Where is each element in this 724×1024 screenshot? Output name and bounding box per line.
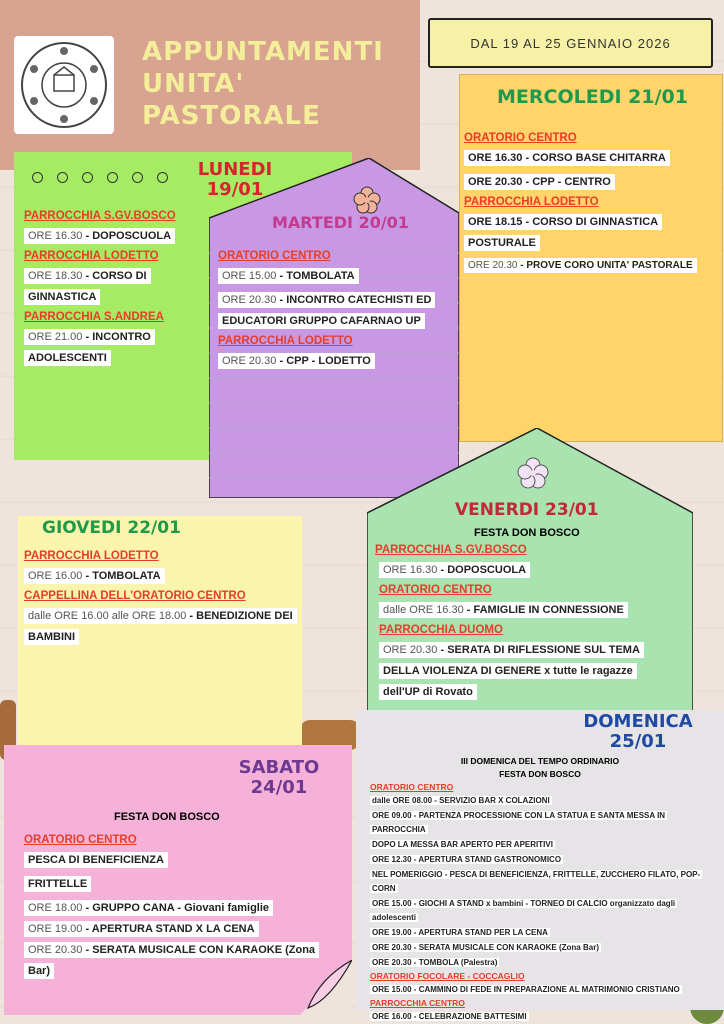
event-item: FRITTELLE [24,876,91,892]
event-text: - CPP - LODETTO [276,355,371,367]
event-text: - CORSO DI GINNASTICA POSTURALE [468,216,658,249]
section-label: PARROCCHIA DUOMO [379,624,503,636]
page-title [142,36,384,132]
event-text: - PROVE CORO UNITA' PASTORALE [517,260,693,271]
event-item: DOPO LA MESSA BAR APERTO PER APERITIVI [372,840,553,849]
title-line: PASTORALE [142,101,321,131]
saturday-body [24,830,344,981]
event-time: dalle ORE 16.00 alle ORE 18.00 [28,610,187,622]
event-text: - TOMBOLATA [82,570,161,582]
event-item [379,642,644,700]
event-text: - SERATA MUSICALE CON KARAOKE (Zona Bar) [28,944,316,977]
section-label: PARROCCHIA S.ANDREA [24,311,164,323]
event-item: ORE 20.30 - TOMBOLA (Palestra) [372,958,498,967]
tuesday-body [218,246,456,374]
section-label: PARROCCHIA LODETTO [24,550,159,562]
event-text: - TOMBOLATA [276,270,355,282]
event-item: PESCA DI BENEFICIENZA [24,852,168,868]
friday-subtitle: FESTA DON BOSCO [474,527,580,539]
event-text: - CPP - CENTRO [522,176,611,188]
day-name: DOMENICA [583,711,693,732]
event-item: ORE 19.00 - APERTURA STAND PER LA CENA [372,928,548,937]
event-item: ORE 12.30 - APERTURA STAND GASTRONOMICO [372,855,562,864]
event-time: ORE 20.30 [468,260,518,271]
event-item [24,568,165,584]
event-text: - SERATA DI RIFLESSIONE SUL TEMA DELLA VIOLENZA DI GENERE x tutte le ragazze dell'UP di Rovato [383,644,640,698]
section-label: PARROCCHIA S.GV.BOSCO [375,544,527,556]
event-text: - APERTURA STAND X LA CENA [82,923,255,935]
monday-body [24,206,214,371]
event-item [24,942,319,979]
day-date: 25/01 [609,731,667,752]
event-time: ORE 15.00 [222,270,277,282]
event-item: ORE 20.30 - SERATA MUSICALE CON KARAOKE (Zona Bar) [372,943,599,952]
event-item [379,562,530,578]
section-label: PARROCCHIA CENTRO [370,998,465,1008]
section-label: PARROCCHIA LODETTO [24,250,159,262]
event-item [464,174,615,190]
event-time: ORE 19.00 [28,923,83,935]
thursday-title: GIOVEDI 22/01 [42,518,181,538]
event-item [218,268,359,284]
sunday-body [370,780,720,1024]
section-label: PARROCCHIA LODETTO [218,335,353,347]
event-item: ORE 09.00 - PARTENZA PROCESSIONE CON LA STATUA E SANTA MESSA IN PARROCCHIA [372,811,666,834]
saturday-subtitle: FESTA DON BOSCO [114,811,220,823]
event-time: ORE 20.30 [222,355,277,367]
event-item: dalle ORE 08.00 - SERVIZIO BAR X COLAZIONI [372,796,550,805]
sunday-title [568,712,708,752]
event-time: ORE 18.15 [468,216,523,228]
saturday-title [234,758,324,798]
event-item: ORE 15.00 - CAMMINO DI FEDE IN PREPARAZIONE AL MATRIMONIO CRISTIANO [372,985,680,994]
wednesday-body [464,128,714,278]
event-text: - GRUPPO CANA - Giovani famiglie [82,902,270,914]
event-item [24,329,155,366]
event-time: ORE 16.30 [28,230,83,242]
event-item: ORE 15.00 - GIOCHI A STAND x bambini - TORNEO DI CALCIO organizzato dagli adolescenti [372,899,676,922]
event-item [24,608,297,645]
event-text: - CORSO BASE CHITARRA [522,152,666,164]
day-date: 19/01 [206,179,264,200]
event-item: NEL POMERIGGIO - PESCA DI BENEFICIENZA, FRITTELLE, ZUCCHERO FILATO, POP-CORN [372,870,701,893]
event-time: ORE 18.30 [28,270,83,282]
notebook-holes [32,170,182,188]
event-time: ORE 20.30 [28,944,83,956]
date-range: DAL 19 AL 25 GENNAIO 2026 [428,18,713,68]
section-label: ORATORIO CENTRO [218,250,331,262]
title-line: UNITA' [142,69,245,99]
day-name: LUNEDI [197,159,273,180]
event-item [464,214,662,251]
event-text: - DOPOSCUOLA [437,564,527,576]
event-item [218,353,375,369]
section-label: ORATORIO CENTRO [464,132,577,144]
event-text: - INCONTRO ADOLESCENTI [28,331,151,364]
event-item [464,150,670,166]
event-time: ORE 20.30 [468,176,523,188]
event-time: ORE 18.00 [28,902,83,914]
event-item [24,921,259,937]
event-time: ORE 16.30 [383,564,438,576]
logo-icon [18,39,110,131]
event-time: ORE 20.30 [222,294,277,306]
event-text: - BENEDIZIONE DEI BAMBINI [28,610,293,643]
event-time: dalle ORE 16.30 [383,604,464,616]
event-time: ORE 21.00 [28,331,83,343]
event-time: ORE 20.30 [383,644,438,656]
event-item [24,900,273,916]
section-label: PARROCCHIA LODETTO [464,196,599,208]
event-item: ORE 16.00 - CELEBRAZIONE BATTESIMI [372,1012,527,1021]
event-text: - CORSO DI GINNASTICA [28,270,147,303]
unita-pastorale-logo [14,36,114,134]
section-label: ORATORIO CENTRO [370,782,454,792]
day-name: SABATO [238,757,320,778]
sunday-subtitle: FESTA DON BOSCO [499,769,581,779]
thursday-body [24,546,300,650]
section-label: ORATORIO CENTRO [24,834,137,846]
day-date: 24/01 [250,777,308,798]
event-item [24,268,151,305]
sunday-subtitle: III DOMENICA DEL TEMPO ORDINARIO [460,756,620,766]
event-time: ORE 16.00 [28,570,83,582]
section-label: PARROCCHIA S.GV.BOSCO [24,210,176,222]
friday-title: VENERDI 23/01 [455,500,599,520]
title-line: APPUNTAMENTI [142,37,384,67]
event-text: - DOPOSCUOLA [82,230,172,242]
event-item [24,228,175,244]
section-label: ORATORIO FOCOLARE - COCCAGLIO [370,971,525,981]
event-text: - INCONTRO CATECHISTI ED EDUCATORI GRUPPO CAFARNAO UP [222,294,432,327]
event-text: - FAMIGLIE IN CONNESSIONE [463,604,624,616]
tuesday-title: MARTEDI 20/01 [272,213,409,232]
wednesday-title: MERCOLEDI 21/01 [497,86,688,108]
friday-body [375,540,693,705]
event-time: ORE 16.30 [468,152,523,164]
event-item [464,258,697,273]
section-label: CAPPELLINA DELL'ORATORIO CENTRO [24,590,246,602]
section-label: ORATORIO CENTRO [379,584,492,596]
event-item [218,292,435,329]
event-item [379,602,628,618]
